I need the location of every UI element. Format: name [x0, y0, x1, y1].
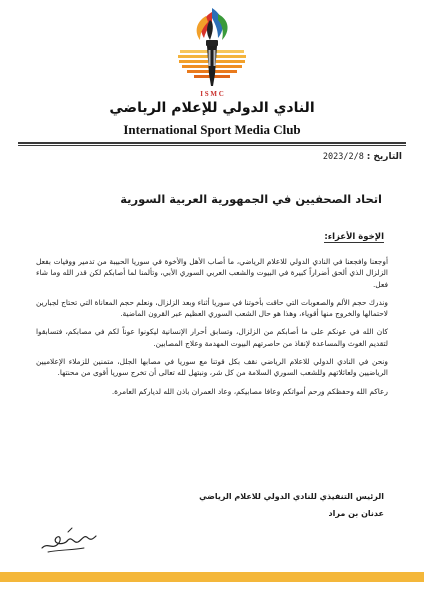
signature-block [199, 488, 384, 522]
paragraph: ونحن في النادي الدولي للاعلام الرياضي نقف بكل قوتنا مع سوريا في مصابها الجلل، متمنين للزملاء الإعلاميين الرياضيين ولعائلاتهم وللشعب السوري السلامة من كل شر، ونبتهل لله تعالى أن تخرج سوريا أقوى من محنتها. [36, 357, 388, 378]
date-label: التاريخ : [366, 152, 402, 162]
org-name-arabic: النادي الدولي للإعلام الرياضي [109, 100, 315, 116]
signer-name: عدنان بن مراد [328, 509, 384, 518]
paragraph: أوجعنا وافجعنا في النادي الدولي للاعلام الرياضي، ما أصاب الأهل والأخوة في سوريا الحبيبة من تدمير ووفيات بفعل الزلزال الذي ألحق أضراراً كبيرة في البيوت والشعب العربي السوري الأبي، وتألمنا لما أصابكم لكن قدر الله وما شاء فعل. [36, 257, 388, 289]
logo-lettering: I S M C [200, 90, 224, 98]
handwritten-signature [38, 524, 100, 558]
salutation: الإخوة الأعزاء: [324, 232, 384, 242]
paragraph: رعاكم الله وحفظكم ورحم أمواتكم وعافا مصابيكم، وعاد العمران باذن الله لدياركم العامرة. [111, 386, 388, 396]
ismc-logo [172, 4, 252, 100]
org-name-english: International Sport Media Club [123, 122, 301, 137]
paragraph: كان الله في عونكم على ما أصابكم من الزلزال، وتسابق أحرار الإنسانية ليكونوا عوناً لكم في مصابكم، فتسابقوا لتقديم الغوث والمساعدة لإنقاذ من حاصرتهم البيوت المهدمة وعلاج المصابين. [36, 327, 388, 348]
date-row [323, 152, 402, 162]
recipient-heading: اتحاد الصحفيين في الجمهورية العربية السورية [120, 192, 382, 206]
letter-body [36, 256, 388, 404]
header-divider [18, 142, 406, 146]
footer-band [0, 572, 424, 582]
paragraph: وندرك حجم الألم والصعوبات التي حاقت بأخوتنا في سوريا أثناء وبعد الزلزال، ونعلم حجم المعاناة التي تحتاج لجبارين لاحتمالها والخروج منها أقوياء، وهذا هو حال الشعب السوري العظيم عبر القرون الماضية. [36, 297, 388, 319]
date-value: 2023/2/8 [322, 152, 364, 162]
signer-title: الرئيس التنفيذي للنادي الدولي للاعلام الرياضي [199, 492, 384, 501]
